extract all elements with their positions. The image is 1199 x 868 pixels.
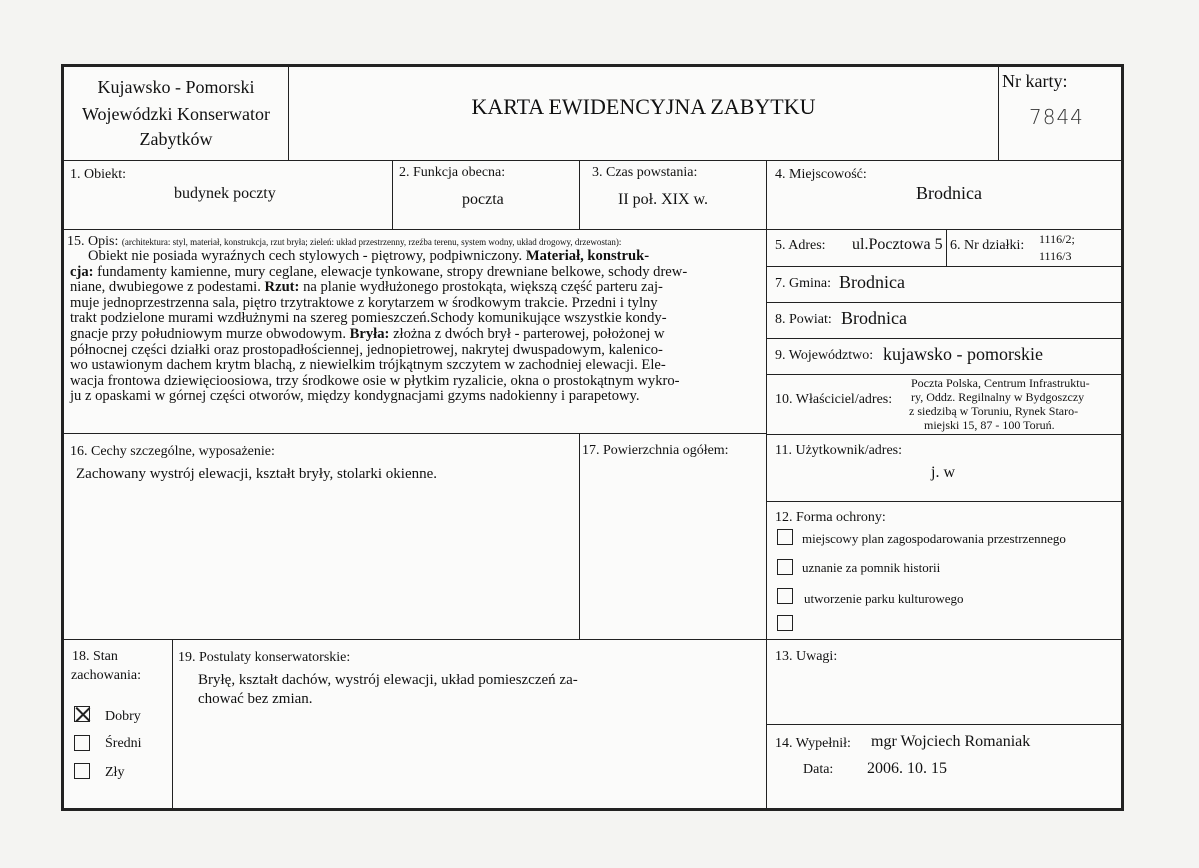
field-18-label-2: zachowania: (71, 668, 141, 683)
protection-option-2-label: uznanie za pomnik historii (802, 560, 941, 575)
field-11-box (766, 434, 1122, 502)
field-15-label: 15. Opis: (67, 234, 119, 249)
authority-line3: Zabytków (139, 129, 213, 149)
field-10-line-2: ry, Oddz. Regilnalny w Bydgoszczy (911, 390, 1085, 404)
field-15-description (70, 249, 766, 405)
desc-line-10: ju z opaskami w górnej części otworów, między kondygnacjami gzyms nadokienny i parapetowy. (70, 388, 640, 405)
protection-option-1-label: miejscowy plan zagospodarowania przestrzennego (802, 531, 1066, 546)
condition-average-checkbox[interactable] (74, 735, 90, 751)
condition-poor-checkbox[interactable] (74, 763, 90, 779)
field-16-box (63, 433, 580, 640)
field-19-box (172, 639, 767, 809)
field-4-box (766, 160, 1122, 230)
desc-line-1-bold: Materiał, konstruk- (525, 248, 650, 264)
field-6-box (946, 229, 1122, 267)
field-17-label: 17. Powierzchnia ogółem: (582, 443, 729, 458)
desc-line-6: gnacje przy południowym murze obwodowym. (70, 325, 347, 342)
field-5-value: ul.Pocztowa 5 (852, 236, 943, 253)
field-6-value-2: 1116/3 (1039, 249, 1072, 263)
field-6-value-1: 1116/2; (1039, 232, 1075, 246)
desc-line-2-bold: cja: (70, 263, 94, 280)
card-number-value: 7844 (1029, 105, 1084, 129)
field-10-label: 10. Właściciel/adres: (775, 392, 893, 407)
desc-line-9: wacja frontowa dziewięcioosiowa, trzy środkowe osie w płytkim ryzalicie, okna o prostokątnym wykro- (70, 372, 680, 389)
field-7-box (766, 266, 1122, 303)
field-19-label: 19. Postulaty konserwatorskie: (178, 650, 351, 665)
desc-line-7: północnej części działki oraz prostopadłościennej, jednopietrowej, nakrytej dwuspadowym, kalenico- (70, 341, 663, 358)
desc-line-8: wo ustawionym dachem krytm blachą, z niewielkim trójkątnym szczytem w zachodniej elewacji. Ele- (70, 357, 666, 374)
condition-good-checkbox[interactable] (74, 706, 90, 722)
field-8-label: 8. Powiat: (775, 312, 832, 327)
field-19-line-1: Bryłę, kształt dachów, wystrój elewacji, układ pomieszczeń za- (198, 672, 578, 688)
field-14-date-label: Data: (803, 762, 834, 777)
authority-box (63, 66, 289, 161)
field-8-value: Brodnica (841, 308, 907, 328)
field-15-hint: (architektura: styl, materiał, konstrukcja, rzut bryła; zieleń: układ przestrzenny, rzeźba terenu, system wodny, układ drogowy, drzewostan): (121, 237, 622, 247)
field-14-value: mgr Wojciech Romaniak (871, 733, 1031, 750)
field-7-value: Brodnica (839, 272, 905, 292)
protection-option-4-checkbox[interactable] (777, 615, 793, 631)
field-18-box (63, 639, 173, 809)
card-number-box (998, 66, 1122, 161)
desc-line-3: niane, dwubiegowe z podestami. (70, 279, 261, 296)
field-8-box (766, 302, 1122, 339)
field-2-label: 2. Funkcja obecna: (399, 165, 506, 180)
desc-line-2: fundamenty kamienne, mury ceglane, elewacje tynkowane, stropy drewniane belkowe, schody drew- (97, 263, 688, 280)
protection-option-3-checkbox[interactable] (777, 588, 793, 604)
condition-average-label: Średni (105, 736, 142, 751)
field-14-box (766, 724, 1122, 809)
field-10-box (766, 374, 1122, 435)
field-17-box (579, 433, 767, 640)
protection-option-2-checkbox[interactable] (777, 559, 793, 575)
field-16-label: 16. Cechy szczególne, wyposażenie: (70, 444, 275, 459)
field-14-label: 14. Wypełnił: (775, 736, 851, 751)
desc-line-3-rest: na planie wydłużonego prostokąta, większą część parteru zaj- (303, 279, 663, 296)
field-14-date-value: 2006. 10. 15 (867, 760, 947, 777)
desc-line-3-bold: Rzut: (264, 279, 300, 296)
field-5-box (766, 229, 947, 267)
field-16-value: Zachowany wystrój elewacji, kształt bryły, stolarki okienne. (76, 466, 438, 482)
desc-line-4: muje jednoprzestrzenna sala, piętro trzytraktowe z korytarzem w środkowym trakcie. Przedni i tylny (70, 294, 658, 311)
field-7-label: 7. Gmina: (775, 276, 831, 291)
field-9-value: kujawsko - pomorskie (883, 344, 1043, 364)
field-1-box (63, 160, 393, 230)
field-3-label: 3. Czas powstania: (592, 165, 698, 180)
desc-line-5: trakt podzielone murami wzdłużnymi na szereg pomieszczeń.Schody komunikujące wszystkie kondy- (70, 310, 667, 327)
page-title: KARTA EWIDENCYJNA ZABYTKU (471, 94, 816, 119)
field-18-label-1: 18. Stan (72, 649, 118, 664)
field-12-label: 12. Forma ochrony: (775, 510, 886, 525)
field-11-label: 11. Użytkownik/adres: (775, 443, 903, 458)
field-13-label: 13. Uwagi: (775, 649, 838, 664)
authority-line1: Kujawsko - Pomorski (97, 77, 255, 97)
field-2-box (392, 160, 580, 230)
field-1-label: 1. Obiekt: (70, 167, 126, 182)
protection-option-3-label: utworzenie parku kulturowego (804, 591, 964, 606)
field-4-value: Brodnica (916, 183, 982, 203)
title-box (288, 66, 999, 161)
field-15-box (63, 229, 767, 434)
field-4-label: 4. Miejscowość: (775, 167, 867, 182)
field-12-box (766, 501, 1122, 640)
condition-good-label: Dobry (105, 709, 141, 724)
field-2-value: poczta (462, 191, 504, 208)
field-13-box (766, 639, 1122, 725)
field-5-label: 5. Adres: (775, 238, 826, 253)
desc-line-6-rest: złożna z dwóch brył - parterowej, położonej w (393, 325, 665, 342)
field-1-value: budynek poczty (174, 185, 276, 202)
desc-line-1: Obiekt nie posiada wyraźnych cech stylowych - piętrowy, podpiwniczony. (88, 248, 523, 264)
field-10-line-1: Poczta Polska, Centrum Infrastruktu- (911, 376, 1090, 390)
field-10-line-4: miejski 15, 87 - 100 Toruń. (924, 418, 1055, 432)
authority-line2: Wojewódzki Konserwator (82, 104, 270, 124)
card-number-label: Nr karty: (1002, 71, 1068, 91)
field-9-label: 9. Województwo: (775, 348, 874, 363)
field-6-label: 6. Nr działki: (950, 238, 1025, 253)
field-3-value: II poł. XIX w. (618, 191, 709, 208)
field-19-line-2: chować bez zmian. (198, 691, 313, 707)
field-11-value: j. w (931, 464, 955, 481)
desc-line-6-bold: Bryła: (349, 325, 390, 342)
condition-poor-label: Zły (105, 765, 125, 780)
record-card (61, 64, 1124, 811)
protection-option-1-checkbox[interactable] (777, 529, 793, 545)
field-3-box (579, 160, 767, 230)
field-9-box (766, 338, 1122, 375)
field-10-line-3: z siedzibą w Toruniu, Rynek Staro- (909, 404, 1079, 418)
